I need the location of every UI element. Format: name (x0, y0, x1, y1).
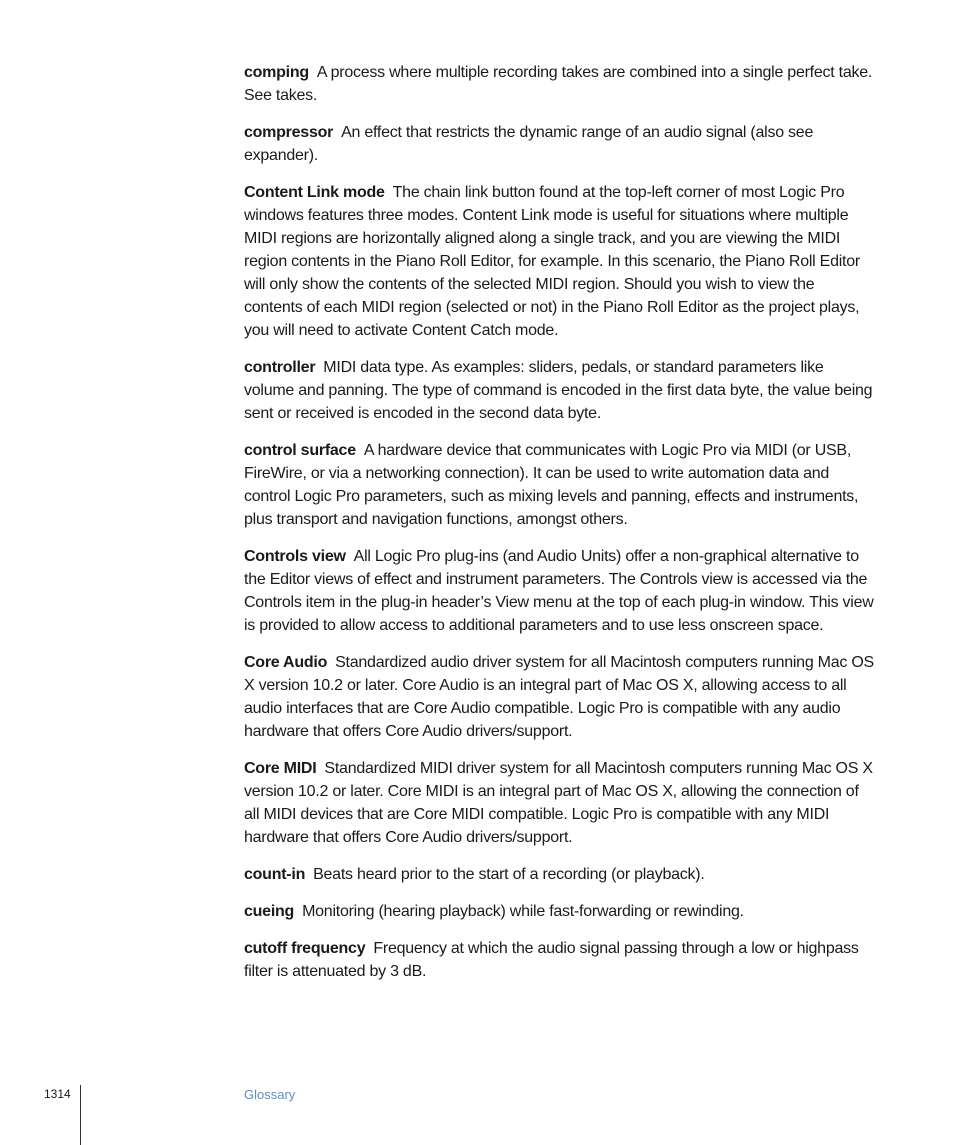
glossary-content (244, 61, 876, 997)
glossary-definition: All Logic Pro plug-ins (and Audio Units) offer a non-graphical alternative to the Editor views of effect and instrument parameters. The Controls view is accessed via the Controls item in the plug-in header’s View menu at the top of each plug-in window. This view is provided to allow access to additional parameters and to use less onscreen space. (244, 548, 874, 634)
glossary-entry-control-surface (244, 439, 876, 531)
glossary-entry-compressor (244, 121, 876, 167)
glossary-entry-cutoff-frequency (244, 937, 876, 983)
glossary-entry-count-in (244, 863, 876, 886)
glossary-term: Core MIDI (244, 760, 317, 777)
glossary-entry-core-audio (244, 651, 876, 743)
glossary-term: controller (244, 359, 316, 376)
glossary-entry-controller (244, 356, 876, 425)
glossary-definition: The chain link button found at the top-left corner of most Logic Pro windows features three modes. Content Link mode is useful for situations where multiple MIDI regions are horizontally aligned along a single track, and you are viewing the MIDI region contents in the Piano Roll Editor, for example. In this scenario, the Piano Roll Editor will only show the contents of the selected MIDI region. Should you wish to view the contents of each MIDI region (selected or not) in the Piano Roll Editor as the project plays, you will need to activate Content Catch mode. (244, 184, 860, 339)
glossary-term: compressor (244, 124, 334, 141)
glossary-entry-core-midi (244, 757, 876, 849)
glossary-term: comping (244, 64, 309, 81)
glossary-definition: Standardized MIDI driver system for all Macintosh computers running Mac OS X version 10.2 or later. Core MIDI is an integral part of Mac OS X, allowing the connection of all MIDI devices that are Core MIDI compatible. Logic Pro is compatible with any MIDI hardware that offers Core Audio drivers/support. (244, 760, 873, 846)
footer-section-link[interactable]: Glossary (244, 1087, 296, 1102)
glossary-term: Content Link mode (244, 184, 385, 201)
glossary-term: count-in (244, 866, 306, 883)
glossary-definition: A process where multiple recording takes are combined into a single perfect take. See takes. (244, 64, 873, 104)
glossary-term: control surface (244, 442, 356, 459)
glossary-definition: Frequency at which the audio signal passing through a low or highpass filter is attenuated by 3 dB. (244, 940, 859, 980)
glossary-definition: A hardware device that communicates with Logic Pro via MIDI (or USB, FireWire, or via a networking connection). It can be used to write automation data and control Logic Pro parameters, such as mixing levels and panning, effects and instruments, plus transport and navigation functions, amongst others. (244, 442, 859, 528)
glossary-term: cutoff frequency (244, 940, 366, 957)
footer-divider (80, 1085, 81, 1145)
glossary-entry-cueing (244, 900, 876, 923)
glossary-term: cueing (244, 903, 295, 920)
glossary-definition: Monitoring (hearing playback) while fast-forwarding or rewinding. (302, 903, 744, 920)
glossary-term: Controls view (244, 548, 346, 565)
page-number: 1314 (44, 1087, 71, 1101)
glossary-term: Core Audio (244, 654, 328, 671)
glossary-definition: MIDI data type. As examples: sliders, pedals, or standard parameters like volume and panning. The type of command is encoded in the first data byte, the value being sent or received is encoded in the second data byte. (244, 359, 873, 422)
glossary-definition: An effect that restricts the dynamic range of an audio signal (also see expander). (244, 124, 814, 164)
glossary-definition: Beats heard prior to the start of a recording (or playback). (313, 866, 705, 883)
glossary-definition: Standardized audio driver system for all Macintosh computers running Mac OS X version 10.2 or later. Core Audio is an integral part of Mac OS X, allowing access to all audio interfaces that are Core Audio compatible. Logic Pro is compatible with any audio hardware that offers Core Audio drivers/support. (244, 654, 874, 740)
glossary-entry-controls-view (244, 545, 876, 637)
glossary-entry-comping (244, 61, 876, 107)
glossary-entry-content-link-mode (244, 181, 876, 342)
